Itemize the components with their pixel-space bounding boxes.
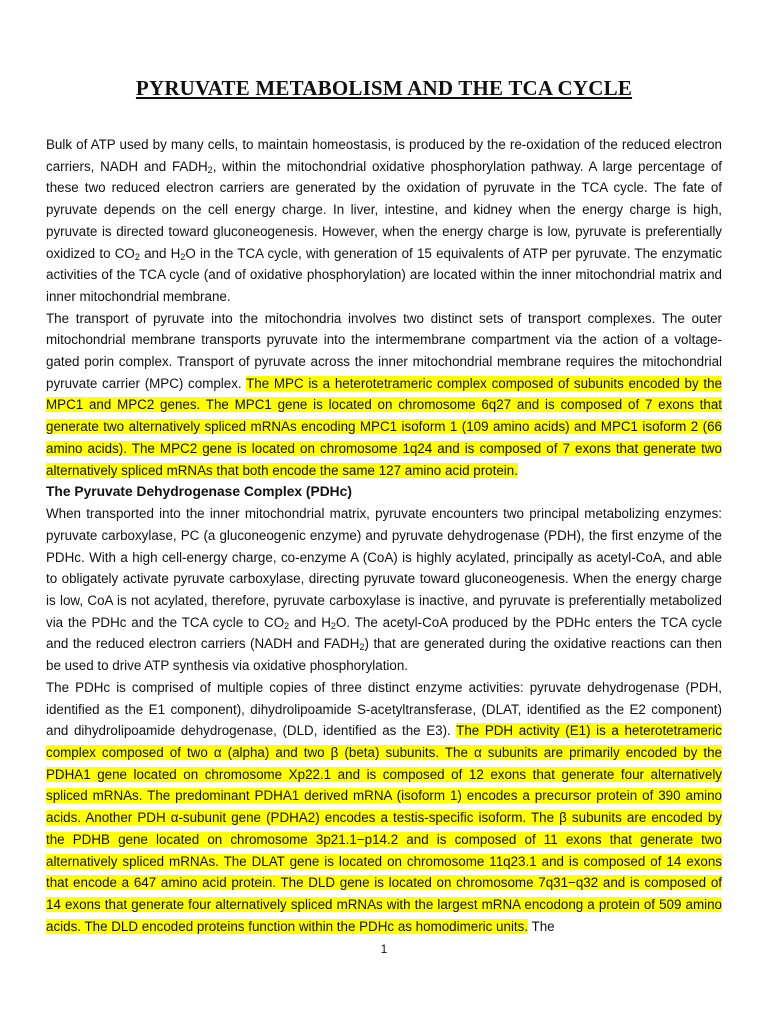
p3-text-c: O. The acetyl-CoA produced by the PDHc enters the TCA cycle and the reduced electron carriers (NADH and FADH [46, 614, 723, 652]
p4-text-plain: The PDHc is comprised of multiple copies of three distinct enzyme activities: pyruvate dehydrogenase (PDH, identified as the E1 component), dihydrolipoamide S-acetyltransferase, (DLAT, identified as the E2 component) and dihydrolipoamide dehydrogenase, (DLD, identified as the E3). [46, 679, 722, 739]
paragraph-pdhc-components [46, 677, 722, 937]
p4-highlighted-text: The PDH activity (E1) is a heterotetrameric complex composed of two α (alpha) and two β (beta) subunits. The α subunits are primarily encoded by the PDHA1 gene located on chromosome Xp22.1 and is composed of 12 exons that generate four alternatively spliced mRNAs. The predominant PDHA1 derived mRNA (isoform 1) encodes a precursor protein of 390 amino acids. Another PDH α-subunit gene (PDHA2) encodes a testis-specific isoform. The β subunits are encoded by the PDHB gene located on chromosome 3p21.1−p14.2 and is composed of 11 exons that generate two alternatively spliced mRNAs. The DLAT gene is located on chromosome 11q23.1 and is composed of 14 exons that encode a 647 amino acid protein. The DLD gene is located on chromosome 7q31−q32 and is composed of 14 exons that generate four alternatively spliced mRNAs with the largest mRNA encodong a protein of 509 amino acids. The DLD encoded proteins function within the PDHc as homodimeric units. [46, 723, 722, 934]
page-number: 1 [380, 942, 388, 956]
document-page [46, 70, 722, 937]
p1-subscript-c: 2 [180, 251, 186, 262]
p1-subscript-b: 2 [134, 251, 140, 262]
p3-text-d: ) that are generated during the oxidative reactions can then be used to drive ATP synthesis via oxidative phosphorylation. [46, 636, 722, 674]
paragraph-pdhc-metabolism [46, 503, 722, 677]
p2-text-plain: The transport of pyruvate into the mitochondria involves two distinct sets of transport complexes. The outer mitochondrial membrane transports pyruvate into the intermembrane compartment via the action of a voltage-gated porin complex. Transport of pyruvate across the inner mitochondrial membrane requires the mitochondrial pyruvate carrier (MPC) complex. [46, 310, 722, 391]
p1-text-b: , within the mitochondrial oxidative phosphorylation pathway. A large percentage of these two reduced electron carriers are generated by the oxidation of pyruvate in the TCA cycle. The fate of pyruvate depends on the cell energy charge. In liver, intestine, and kidney when the energy charge is high, pyruvate is directed toward gluconeogenesis. However, when the energy charge is low, pyruvate is preferentially oxidized to CO [46, 158, 723, 261]
p1-subscript-a: 2 [207, 164, 213, 175]
p2-highlighted-text: The MPC is a heterotetrameric complex composed of subunits encoded by the MPC1 and MPC2 genes. The MPC1 gene is located on chromosome 6q27 and is composed of 7 exons that generate two alternatively spliced mRNAs encoding MPC1 isoform 1 (109 amino acids) and MPC1 isoform 2 (66 amino acids). The MPC2 gene is located on chromosome 1q24 and is composed of 7 exons that generate two alternatively spliced mRNAs that both encode the same 127 amino acid protein. [46, 375, 722, 478]
section-heading-pdhc: The Pyruvate Dehydrogenase Complex (PDHc) [46, 484, 352, 500]
paragraph-pyruvate-transport [46, 308, 722, 482]
p1-text-d: O in the TCA cycle, with generation of 15 equivalents of ATP per pyruvate. The enzymatic activities of the TCA cycle (and of oxidative phosphorylation) are located within the inner mitochondrial matrix and inner mitochondrial membrane. [46, 245, 723, 304]
p3-subscript-a: 2 [284, 620, 290, 631]
p3-subscript-c: 2 [359, 642, 365, 653]
document-title: PYRUVATE METABOLISM AND THE TCA CYCLE [135, 76, 633, 100]
p4-text-trailing: The [528, 918, 555, 934]
p1-text-a: Bulk of ATP used by many cells, to maintain homeostasis, is produced by the re-oxidation of the reduced electron carriers, NADH and FADH [46, 137, 722, 174]
p3-text-b: and H [289, 614, 331, 630]
p3-text-a: When transported into the inner mitochondrial matrix, pyruvate encounters two principal metabolizing enzymes: pyruvate carboxylase, PC (a gluconeogenic enzyme) and pyruvate dehydrogenase (PDH), the first enzyme of the PDHc. With a high cell-energy charge, co-enzyme A (CoA) is highly acylated, principally as acetyl-CoA, and able to obligately activate pyruvate carboxylase, directing pyruvate toward gluconeogenesis. When the energy charge is low, CoA is not acylated, therefore, pyruvate carboxylase is inactive, and pyruvate is preferentially metabolized via the PDHc and the TCA cycle to CO [46, 506, 722, 630]
paragraph-atp-overview [46, 134, 722, 308]
p3-subscript-b: 2 [330, 620, 336, 631]
p1-text-c: and H [139, 245, 181, 261]
